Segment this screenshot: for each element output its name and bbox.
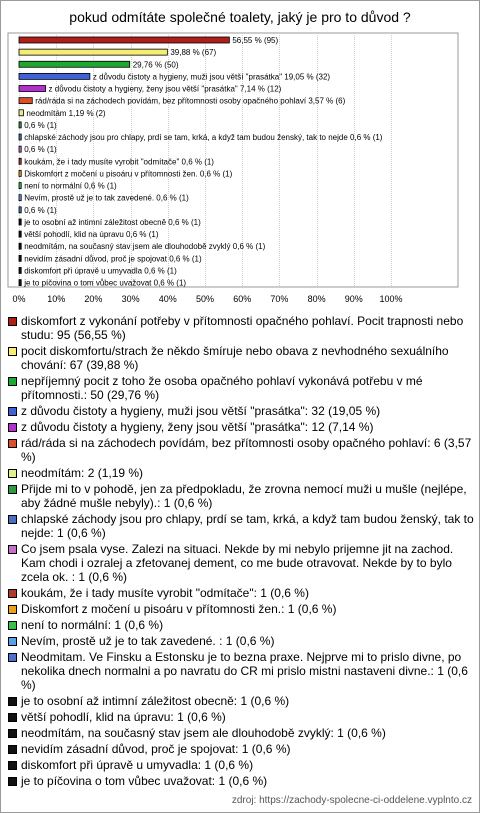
legend-label: koukám, že i tady musíte vyrobit "odmítače": 1 (0,6 %) (21, 586, 309, 600)
legend-swatch (8, 637, 17, 646)
bar (19, 158, 21, 164)
legend-swatch (8, 377, 17, 386)
bar (19, 267, 21, 273)
source-note: zdroj: https://zachody-spolecne-ci-oddelene.vyplnto.cz (231, 795, 472, 806)
bar-label: Nevím, prostě už je to tak zavedené. 0,6 % (1) (24, 193, 189, 203)
legend-swatch (8, 423, 17, 432)
bar (19, 122, 21, 128)
legend-swatch (8, 485, 17, 494)
bar-label: větší pohodlí, klid na úpravu 0,6 % (1) (24, 230, 159, 240)
legend-label: z důvodu čistoty a hygieny, muži jsou větší "prasátka": 32 (19,05 %) (21, 404, 381, 418)
bar (19, 37, 229, 43)
bar (19, 183, 21, 189)
legend-item (8, 436, 474, 464)
bar-label: koukám, že i tady musíte vyrobit "odmítače" 0,6 % (1) (24, 157, 214, 167)
legend-label: nevidím zásadní důvod, proč je spojovat: 1 (0,6 %) (21, 742, 291, 756)
bar-label: 0,6 % (1) (24, 145, 57, 155)
legend-swatch (8, 745, 17, 754)
legend-swatch (8, 697, 17, 706)
bar-label: diskomfort při úpravě u umyvadla 0,6 % (1) (24, 266, 177, 276)
x-tick-label: 30% (121, 294, 140, 304)
legend-item (8, 710, 474, 724)
legend-label: je to píčovina o tom vůbec uvažovat: 1 (0,6 %) (21, 774, 268, 788)
legend-label: rád/ráda si na záchodech povídám, bez přítomnosti osoby opačného pohlaví: 6 (3,57 %) (21, 436, 472, 464)
bar-label: je to osobní až intimní záležitost obecně 0,6 % (1) (24, 217, 201, 227)
legend-item (8, 602, 474, 616)
bar (19, 170, 21, 176)
x-tick-label: 90% (344, 294, 363, 304)
legend-label: pocit diskomfortu/strach že někdo šmíruje nebo obava z nevhodného sexuálního chování: 67 (39,88 %) (21, 344, 449, 372)
legend-label: neodmítám, na současný stav jsem ale dlouhodobě zvyklý: 1 (0,6 %) (21, 726, 386, 740)
legend-item (8, 512, 474, 540)
bar-label: z důvodu čistoty a hygieny, muži jsou větší "prasátka" 19,05 % (32) (92, 72, 331, 82)
legend-swatch (8, 621, 17, 630)
legend-item (8, 586, 474, 600)
legend-item (8, 482, 474, 510)
bar (19, 207, 21, 213)
bar (19, 86, 46, 92)
bar-label: nevidím zásadní důvod, proč je spojovat 0,6 % (1) (24, 254, 202, 264)
bar (19, 231, 21, 237)
bar-label: rád/ráda si na záchodech povídám, bez přítomnosti osoby opačného pohlaví 3,57 % (6) (35, 96, 346, 106)
legend-label: diskomfort z vykonání potřeby v přítomnosti opačného pohlaví. Pocit trapnosti nebo studu: 95 (56,55 %) (21, 314, 464, 342)
bar-chart (0, 0, 480, 313)
legend-swatch (8, 653, 17, 662)
bar-label: 56,55 % (95) (232, 36, 279, 45)
bar (19, 73, 90, 79)
chart-title: pokud odmítáte společné toalety, jaký je pro to důvod ? (69, 9, 411, 25)
x-tick-label: 40% (158, 294, 177, 304)
legend-label: nepříjemný pocit z toho že osoba opačného pohlaví vykonává potřebu v mé přítomnosti.: 50 (29,76 %) (21, 374, 423, 402)
legend-label: z důvodu čistoty a hygieny, ženy jsou větší "prasátka": 12 (7,14 %) (21, 420, 374, 434)
bar-label: neodmítám 1,19 % (2) (26, 108, 106, 118)
legend-label: je to osobní až intimní záležitost obecně: 1 (0,6 %) (21, 694, 290, 708)
x-tick-label: 70% (270, 294, 289, 304)
bar (19, 219, 21, 225)
legend-swatch (8, 347, 17, 356)
legend-swatch (8, 469, 17, 478)
legend-label: neodmítám: 2 (1,19 %) (21, 466, 144, 480)
legend-item (8, 758, 474, 772)
legend-swatch (8, 589, 17, 598)
legend-item (8, 694, 474, 708)
bar (19, 255, 21, 261)
bar-label: 0,6 % (1) (24, 205, 57, 215)
legend-item (8, 466, 474, 480)
legend-item (8, 650, 474, 692)
x-tick-label: 100% (379, 294, 403, 304)
bar (19, 134, 21, 140)
bar (19, 49, 167, 55)
legend-swatch (8, 545, 17, 554)
legend-item (8, 344, 474, 372)
bar-label: chlapské záchody jsou pro chlapy, prdí se tam, krká, a když tam budou ženský, tak to nejde 0,6 % (1) (24, 133, 383, 143)
chart-legend (8, 314, 474, 790)
legend-swatch (8, 605, 17, 614)
legend-swatch (8, 761, 17, 770)
legend-swatch (8, 729, 17, 738)
legend-label: Diskomfort z močení u pisoáru v přítomnosti žen.: 1 (0,6 %) (21, 602, 337, 616)
legend-item (8, 774, 474, 788)
bar-label: 0,6 % (1) (24, 120, 57, 130)
bar-label: neodmítám, na současný stav jsem ale dlouhodobě zvyklý 0,6 % (1) (24, 242, 266, 252)
legend-item (8, 634, 474, 648)
x-tick-label: 10% (47, 294, 66, 304)
legend-item (8, 742, 474, 756)
legend-item (8, 542, 474, 584)
bar (19, 280, 21, 286)
legend-label: chlapské záchody jsou pro chlapy, prdí se tam, krká, a když tam budou ženský, tak to nejde: 1 (0,6 %) (21, 512, 474, 540)
legend-label: není to normální: 1 (0,6 %) (21, 618, 164, 632)
x-tick-label: 50% (195, 294, 215, 304)
bar-label: je to píčovina o tom vůbec uvažovat 0,6 % (1) (24, 278, 187, 288)
bar (19, 110, 23, 116)
legend-item (8, 374, 474, 402)
bar (19, 61, 130, 67)
legend-label: Nevím, prostě už je to tak zavedené. : 1 (0,6 %) (21, 634, 275, 648)
legend-label: větší pohodlí, klid na úpravu: 1 (0,6 %) (21, 710, 226, 724)
legend-label: Přijde mi to v pohodě, jen za předpokladu, že zrovna nemocí muži u mušle (nejlépe, aby žádné mušle nebyly).: 1 (0,6 %) (21, 482, 467, 510)
legend-label: diskomfort při úpravě u umyvadla: 1 (0,6 %) (21, 758, 254, 772)
bar-label: 29,76 % (50) (132, 60, 179, 70)
bar (19, 98, 32, 104)
x-tick-label: 0% (12, 294, 26, 304)
legend-item (8, 314, 474, 342)
legend-label: Neodmitam. Ve Finsku a Estonsku je to bezna praxe. Nejprve mi to prislo divne, po nekolika dnech normalni a po navratu do CR mi prislo mistni nastaveni divne.: 1 (0,6 %) (21, 650, 468, 692)
legend-swatch (8, 713, 17, 722)
legend-swatch (8, 317, 17, 326)
legend-swatch (8, 777, 17, 786)
bar (19, 195, 21, 201)
legend-item (8, 420, 474, 434)
legend-label: Co jsem psala vyse. Zalezi na situaci. Nekde by mi nebylo prijemne jit na zachod. Kam chodi i ozralej a zfetovanej dement, co me bude otravovat. Nekde by to bylo zcela ok. : 1 (0,6 %) (21, 542, 454, 584)
legend-swatch (8, 515, 17, 524)
x-tick-label: 20% (84, 294, 103, 304)
legend-item (8, 404, 474, 418)
bar (19, 243, 21, 249)
legend-item (8, 618, 474, 632)
bar-label: není to normální 0,6 % (1) (24, 181, 117, 191)
bar (19, 146, 21, 152)
x-tick-label: 80% (307, 294, 326, 304)
x-tick-label: 60% (233, 294, 252, 304)
bar-label: 39,88 % (67) (170, 48, 217, 58)
bar-label: Diskomfort z močení u pisoáru v přítomnosti žen. 0,6 % (1) (24, 169, 233, 179)
legend-swatch (8, 439, 17, 448)
legend-item (8, 726, 474, 740)
bar-label: z důvodu čistoty a hygieny, ženy jsou větší "prasátka" 7,14 % (12) (48, 84, 282, 94)
legend-swatch (8, 407, 17, 416)
